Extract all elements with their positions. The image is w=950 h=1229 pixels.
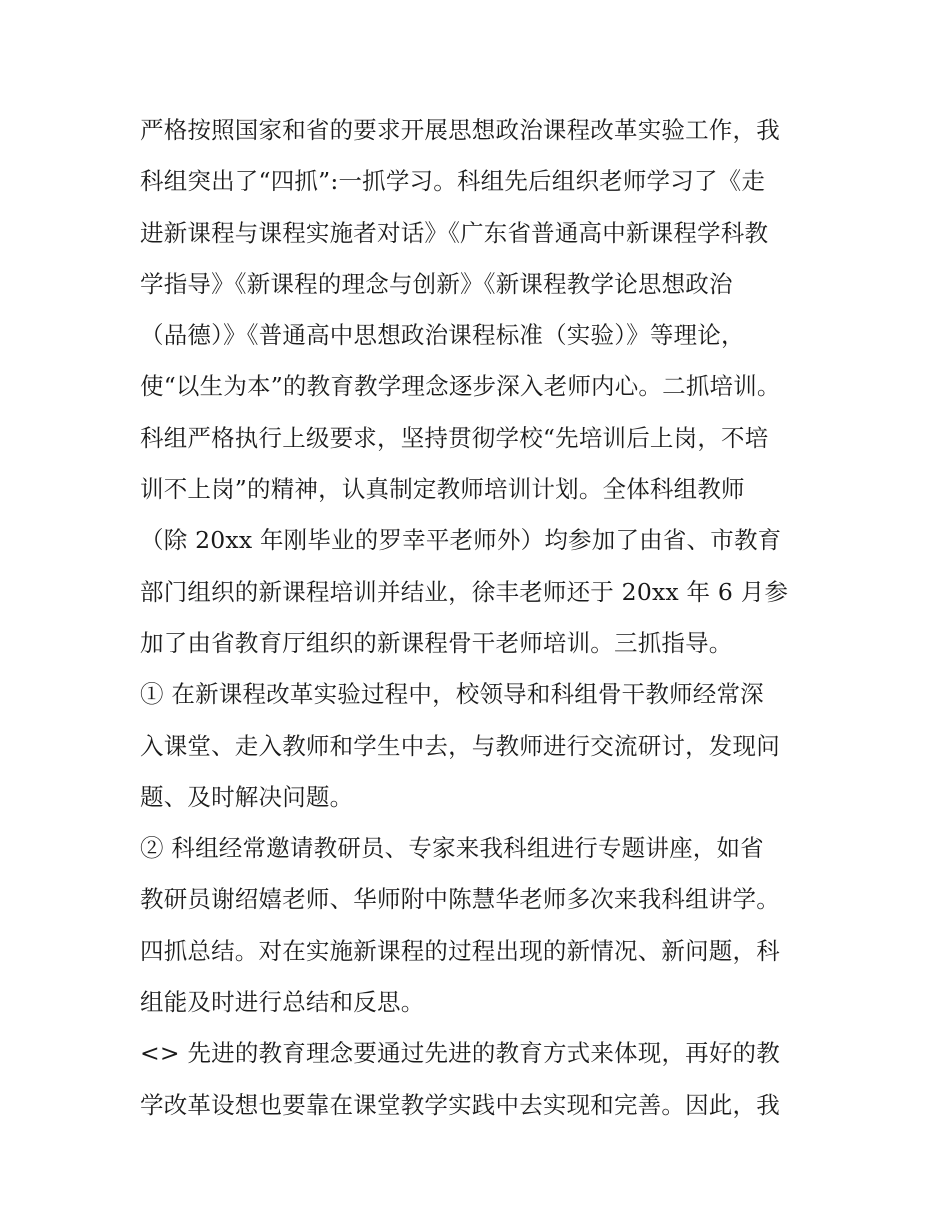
text-line: 科组突出了“四抓”:一抓学习。科组先后组织老师学习了《走 xyxy=(140,167,766,196)
text-line: 四抓总结。对在实施新课程的过程出现的新情况、新问题，科 xyxy=(140,936,780,965)
text-line: 训不上岗”的精神，认真制定教师培训计划。全体科组教师 xyxy=(140,475,745,504)
text-line: （除 20xx 年刚毕业的罗幸平老师外）均参加了由省、市教育 xyxy=(140,526,782,555)
text-line: 科组严格执行上级要求，坚持贯彻学校“先培训后上岗，不培 xyxy=(140,423,769,452)
text-line: 入课堂、走入教师和学生中去，与教师进行交流研讨，发现问 xyxy=(140,731,780,760)
text-line: （品德）》《普通高中思想政治课程标准（实验）》等理论， xyxy=(140,321,745,350)
text-line: 使“以生为本”的教育教学理念逐步深入老师内心。二抓培训。 xyxy=(140,372,781,401)
text-line: 题、及时解决问题。 xyxy=(140,782,354,811)
text-line: <> 先进的教育理念要通过先进的教育方式来体现，再好的教 xyxy=(140,1039,780,1068)
text-line: ② 科组经常邀请教研员、专家来我科组进行专题讲座，如省 xyxy=(140,834,764,863)
text-line: ① 在新课程改革实验过程中，校领导和科组骨干教师经常深 xyxy=(140,680,764,709)
text-line: 加了由省教育厅组织的新课程骨干老师培训。三抓指导。 xyxy=(140,628,733,657)
text-line: 严格按照国家和省的要求开展思想政治课程改革实验工作，我 xyxy=(140,116,780,144)
body-text xyxy=(140,105,820,1131)
text-line: 学改革设想也要靠在课堂教学实践中去实现和完善。因此，我 xyxy=(140,1090,780,1119)
text-line: 组能及时进行总结和反思。 xyxy=(140,988,425,1017)
text-line: 部门组织的新课程培训并结业，徐丰老师还于 20xx 年 6 月参 xyxy=(140,577,789,606)
text-line: 进新课程与课程实施者对话》《广东省普通高中新课程学科教 xyxy=(140,218,769,247)
text-line: 教研员谢绍嬉老师、华师附中陈慧华老师多次来我科组讲学。 xyxy=(140,885,780,914)
text-line: 学指导》《新课程的理念与创新》《新课程教学论思想政治 xyxy=(140,269,733,298)
